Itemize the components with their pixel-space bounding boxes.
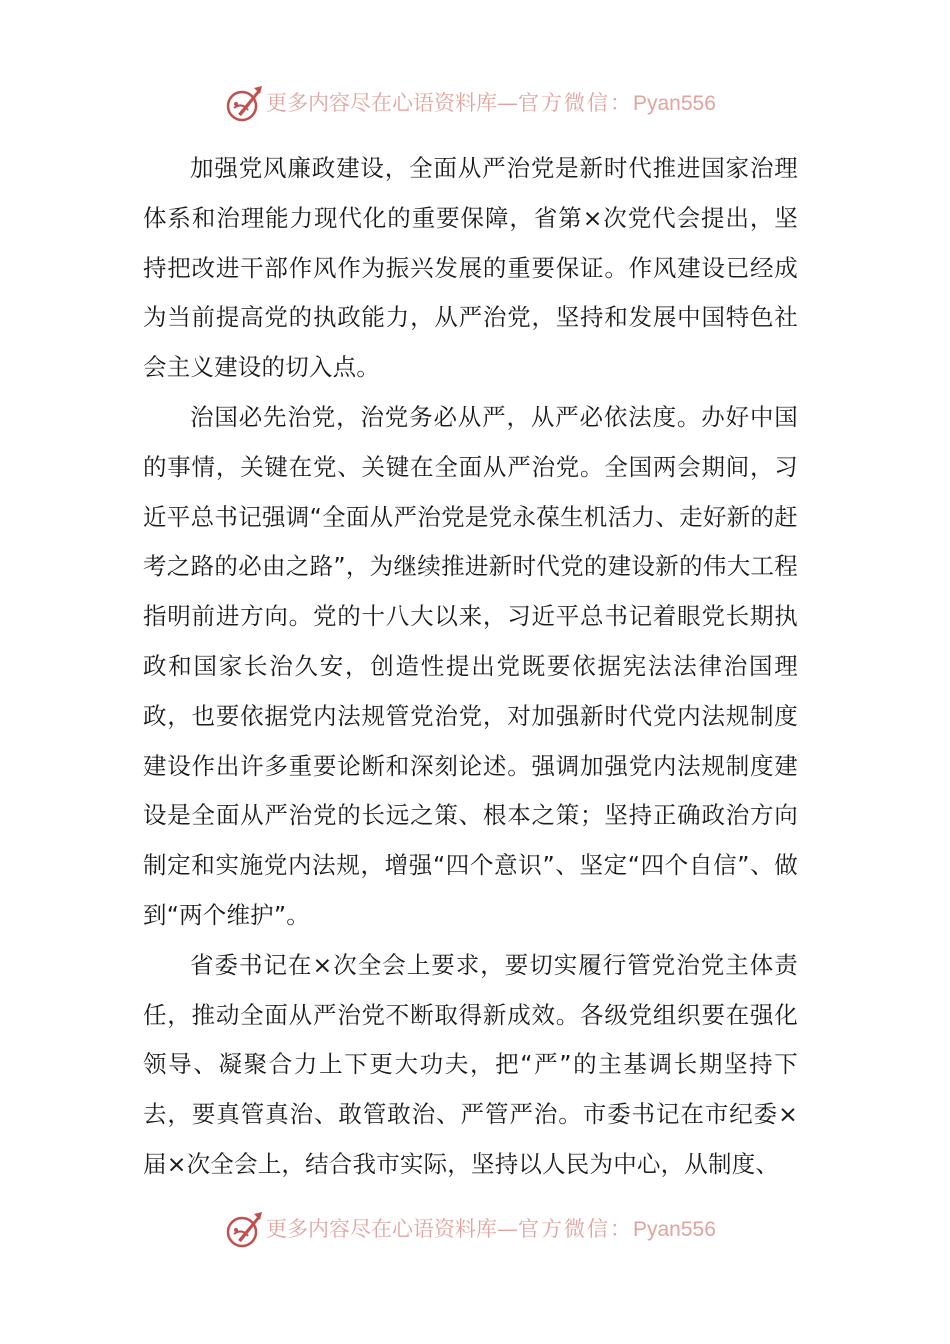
footer-site-text: 更多内容尽在心语资料库 xyxy=(266,1217,497,1241)
quill-pen-logo-icon xyxy=(224,1210,264,1250)
footer-wechat-id: Pyan556 xyxy=(633,1218,716,1241)
header-wechat-id: Pyan556 xyxy=(633,92,716,115)
header-site-text: 更多内容尽在心语资料库 xyxy=(266,91,497,115)
footer-wechat-label: 官方微信： xyxy=(518,1217,633,1241)
header-separator: — xyxy=(497,91,518,115)
header-text xyxy=(266,90,716,117)
header-banner[interactable] xyxy=(0,80,950,126)
header-wechat-label: 官方微信： xyxy=(518,91,633,115)
footer-banner[interactable] xyxy=(0,1206,950,1252)
footer-text xyxy=(266,1216,716,1243)
quill-pen-logo-icon xyxy=(224,84,264,124)
paragraph-1: 加强党风廉政建设，全面从严治党是新时代推进国家治理体系和治理能力现代化的重要保障，省第×次党代会提出，坚持把改进干部作风作为振兴发展的重要保证。作风建设已经成为当前提高党的执政能力，从严治党，坚持和发展中国特色社会主义建设的切入点。 xyxy=(143,154,798,382)
paragraph-3: 省委书记在×次全会上要求，要切实履行管党治党主体责任，推动全面从严治党不断取得新成效。各级党组织要在强化领导、凝聚合力上下更大功夫，把“严”的主基调长期坚持下去，要真管真治、敢管敢治、严管严治。市委书记在市纪委×届×次全会上，结合我市实际，坚持以人民为中心，从制度、 xyxy=(143,950,798,1178)
paragraph-2: 治国必先治党，治党务必从严，从严必依法度。办好中国的事情，关键在党、关键在全面从严治党。全国两会期间，习近平总书记强调“全面从严治党是党永葆生机活力、走好新的赶考之路的必由之路”，为继续推进新时代党的建设新的伟大工程指明前进方向。党的十八大以来，习近平总书记着眼党长期执政和国家长治久安，创造性提出党既要依据宪法法律治国理政，也要依据党内法规管党治党，对加强新时代党内法规制度建设作出许多重要论断和深刻论述。强调加强党内法规制度建设是全面从严治党的长远之策、根本之策；坚持正确政治方向制定和实施党内法规，增强“四个意识”、坚定“四个自信”、做到“两个维护”。 xyxy=(143,402,798,929)
document-body xyxy=(143,144,798,1190)
footer-separator: — xyxy=(497,1217,518,1241)
